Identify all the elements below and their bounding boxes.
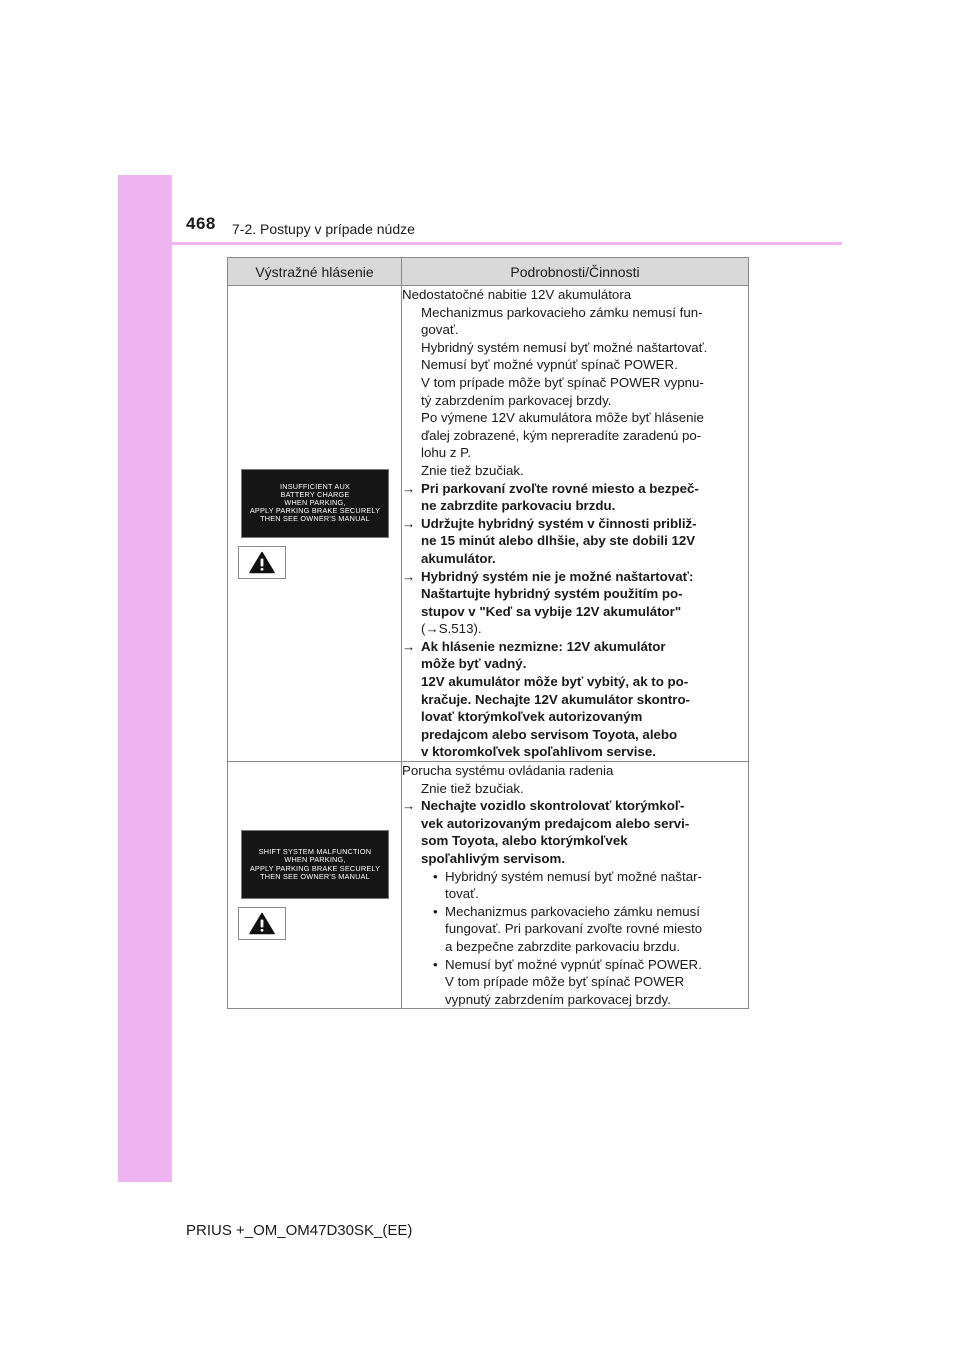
detail-line: V tom prípade môže byť spínač POWER vypnu-	[421, 374, 704, 390]
details-cell	[402, 286, 749, 762]
message-heading: Nedostatočné nabitie 12V akumulátora	[402, 287, 632, 302]
display-line: SHIFT SYSTEM MALFUNCTION	[258, 847, 372, 857]
bullet-icon: •	[433, 868, 438, 884]
table-row	[228, 762, 749, 1009]
warning-image-cell	[228, 762, 402, 1009]
action-line: spoľahlivým servisom.	[421, 851, 566, 866]
arrow-right-icon: →	[402, 638, 416, 654]
display-line: APPLY PARKING BRAKE SECURELY	[249, 506, 381, 516]
action-line: stupov v "Keď sa vybije 12V akumulátor"	[421, 603, 682, 619]
warning-image-cell	[228, 286, 402, 762]
column-header-details: Podrobnosti/Činnosti	[402, 258, 749, 286]
detail-line: Znie tiež bzučiak.	[421, 462, 524, 478]
action-item	[402, 797, 748, 867]
action-line: v ktoromkoľvek spoľahlivom servise.	[421, 744, 656, 760]
detail-text	[402, 780, 748, 798]
action-line: môže byť vadný.	[421, 656, 527, 672]
detail-line: Znie tiež bzučiak.	[421, 780, 524, 796]
warning-triangle-icon	[249, 551, 275, 574]
header-rule	[118, 242, 842, 245]
bullet-line: vypnutý zabrzdením parkovacej brzdy.	[445, 991, 671, 1007]
table-header-row	[228, 258, 749, 286]
bullet-line: V tom prípade môže byť spínač POWER	[445, 974, 685, 990]
arrow-right-icon: →	[402, 480, 416, 496]
document-code-footer: PRIUS +_OM_OM47D30SK_(EE)	[186, 1222, 413, 1239]
column-header-warning: Výstražné hlásenie	[228, 258, 402, 286]
bullet-line: tovať.	[445, 886, 479, 902]
detail-line: Po výmene 12V akumulátora môže byť hlásenie	[421, 410, 704, 426]
display-line: THEN SEE OWNER'S MANUAL	[260, 514, 370, 524]
action-item	[402, 568, 748, 638]
detail-line: ďalej zobrazené, kým nepreradíte zaradenú po-	[421, 427, 702, 443]
bullet-icon: •	[433, 956, 438, 972]
warning-symbol-box	[238, 907, 286, 940]
bullet-item	[402, 868, 748, 903]
action-line: Hybridný systém nie je možné naštartovať:	[421, 568, 694, 584]
arrow-right-icon: →	[402, 515, 416, 531]
action-item	[402, 480, 748, 515]
action-line: 12V akumulátor môže byť vybitý, ak to po-	[421, 674, 689, 690]
table-row	[228, 286, 749, 762]
multi-info-display-panel	[241, 830, 389, 899]
action-item	[402, 515, 748, 568]
action-line: Ak hlásenie nezmizne: 12V akumulátor	[421, 638, 666, 654]
action-line: kračuje. Nechajte 12V akumulátor skontro-	[421, 691, 690, 707]
detail-line: tý zabrzdením parkovacej brzdy.	[421, 392, 612, 408]
side-color-band	[118, 175, 172, 1182]
details-cell	[402, 762, 749, 1009]
warning-symbol-box	[238, 546, 286, 579]
action-line: Nechajte vozidlo skontrolovať ktorýmkoľ-	[421, 798, 685, 814]
detail-line: Nemusí byť možné vypnúť spínač POWER.	[421, 357, 678, 373]
action-line: vek autorizovaným predajcom alebo servi-	[421, 815, 690, 831]
arrow-right-icon: →	[402, 798, 416, 814]
bullet-line: Nemusí byť možné vypnúť spínač POWER.	[445, 956, 702, 972]
action-line: Naštartujte hybridný systém použitím po-	[421, 586, 683, 602]
display-line: INSUFFICIENT AUX	[280, 481, 350, 491]
detail-line: lohu z P.	[421, 445, 472, 461]
warning-triangle-icon	[249, 912, 275, 935]
bullet-line: a bezpečne zabrzdite parkovaciu brzdu.	[445, 938, 681, 954]
bullet-item	[402, 903, 748, 956]
message-heading: Porucha systému ovládania radenia	[402, 763, 614, 779]
action-item	[402, 638, 748, 761]
detail-line: Hybridný systém nemusí byť možné naštartovať.	[421, 339, 708, 355]
multi-info-display-panel	[241, 469, 389, 538]
action-line: akumulátor.	[421, 550, 496, 566]
display-line: WHEN PARKING,	[284, 497, 346, 507]
action-line: predajcom alebo servisom Toyota, alebo	[421, 726, 678, 742]
action-line: lovať ktorýmkoľvek autorizovaným	[421, 709, 643, 725]
page-number: 468	[186, 214, 216, 233]
display-line: BATTERY CHARGE	[280, 489, 350, 499]
detail-line: Mechanizmus parkovacieho zámku nemusí fun-	[421, 304, 703, 320]
bullet-line: Mechanizmus parkovacieho zámku nemusí	[445, 903, 700, 919]
warning-message-table	[227, 257, 749, 1009]
detail-line: govať.	[421, 322, 459, 338]
arrow-right-icon: →	[402, 568, 416, 584]
action-line: Udržujte hybridný systém v činnosti približ-	[421, 515, 697, 531]
bullet-line: fungovať. Pri parkovaní zvoľte rovné miesto	[445, 921, 703, 937]
bullet-line: Hybridný systém nemusí byť možné naštar-	[445, 868, 702, 884]
bullet-item	[402, 956, 748, 1009]
action-line: ne 15 minút alebo dlhšie, aby ste dobili 12V	[421, 533, 696, 549]
action-line: Pri parkovaní zvoľte rovné miesto a bezpeč-	[421, 480, 699, 496]
display-line: APPLY PARKING BRAKE SECURELY	[249, 863, 381, 873]
action-line: som Toyota, alebo ktorýmkoľvek	[421, 833, 628, 849]
detail-text	[402, 304, 748, 480]
bullet-icon: •	[433, 903, 438, 919]
display-line: THEN SEE OWNER'S MANUAL	[260, 871, 370, 881]
page-reference-link[interactable]: (→S.513).	[421, 621, 482, 637]
action-line: ne zabrzdite parkovaciu brzdu.	[421, 498, 616, 514]
section-title: 7-2. Postupy v prípade núdze	[232, 221, 415, 237]
display-line: WHEN PARKING,	[284, 855, 346, 865]
